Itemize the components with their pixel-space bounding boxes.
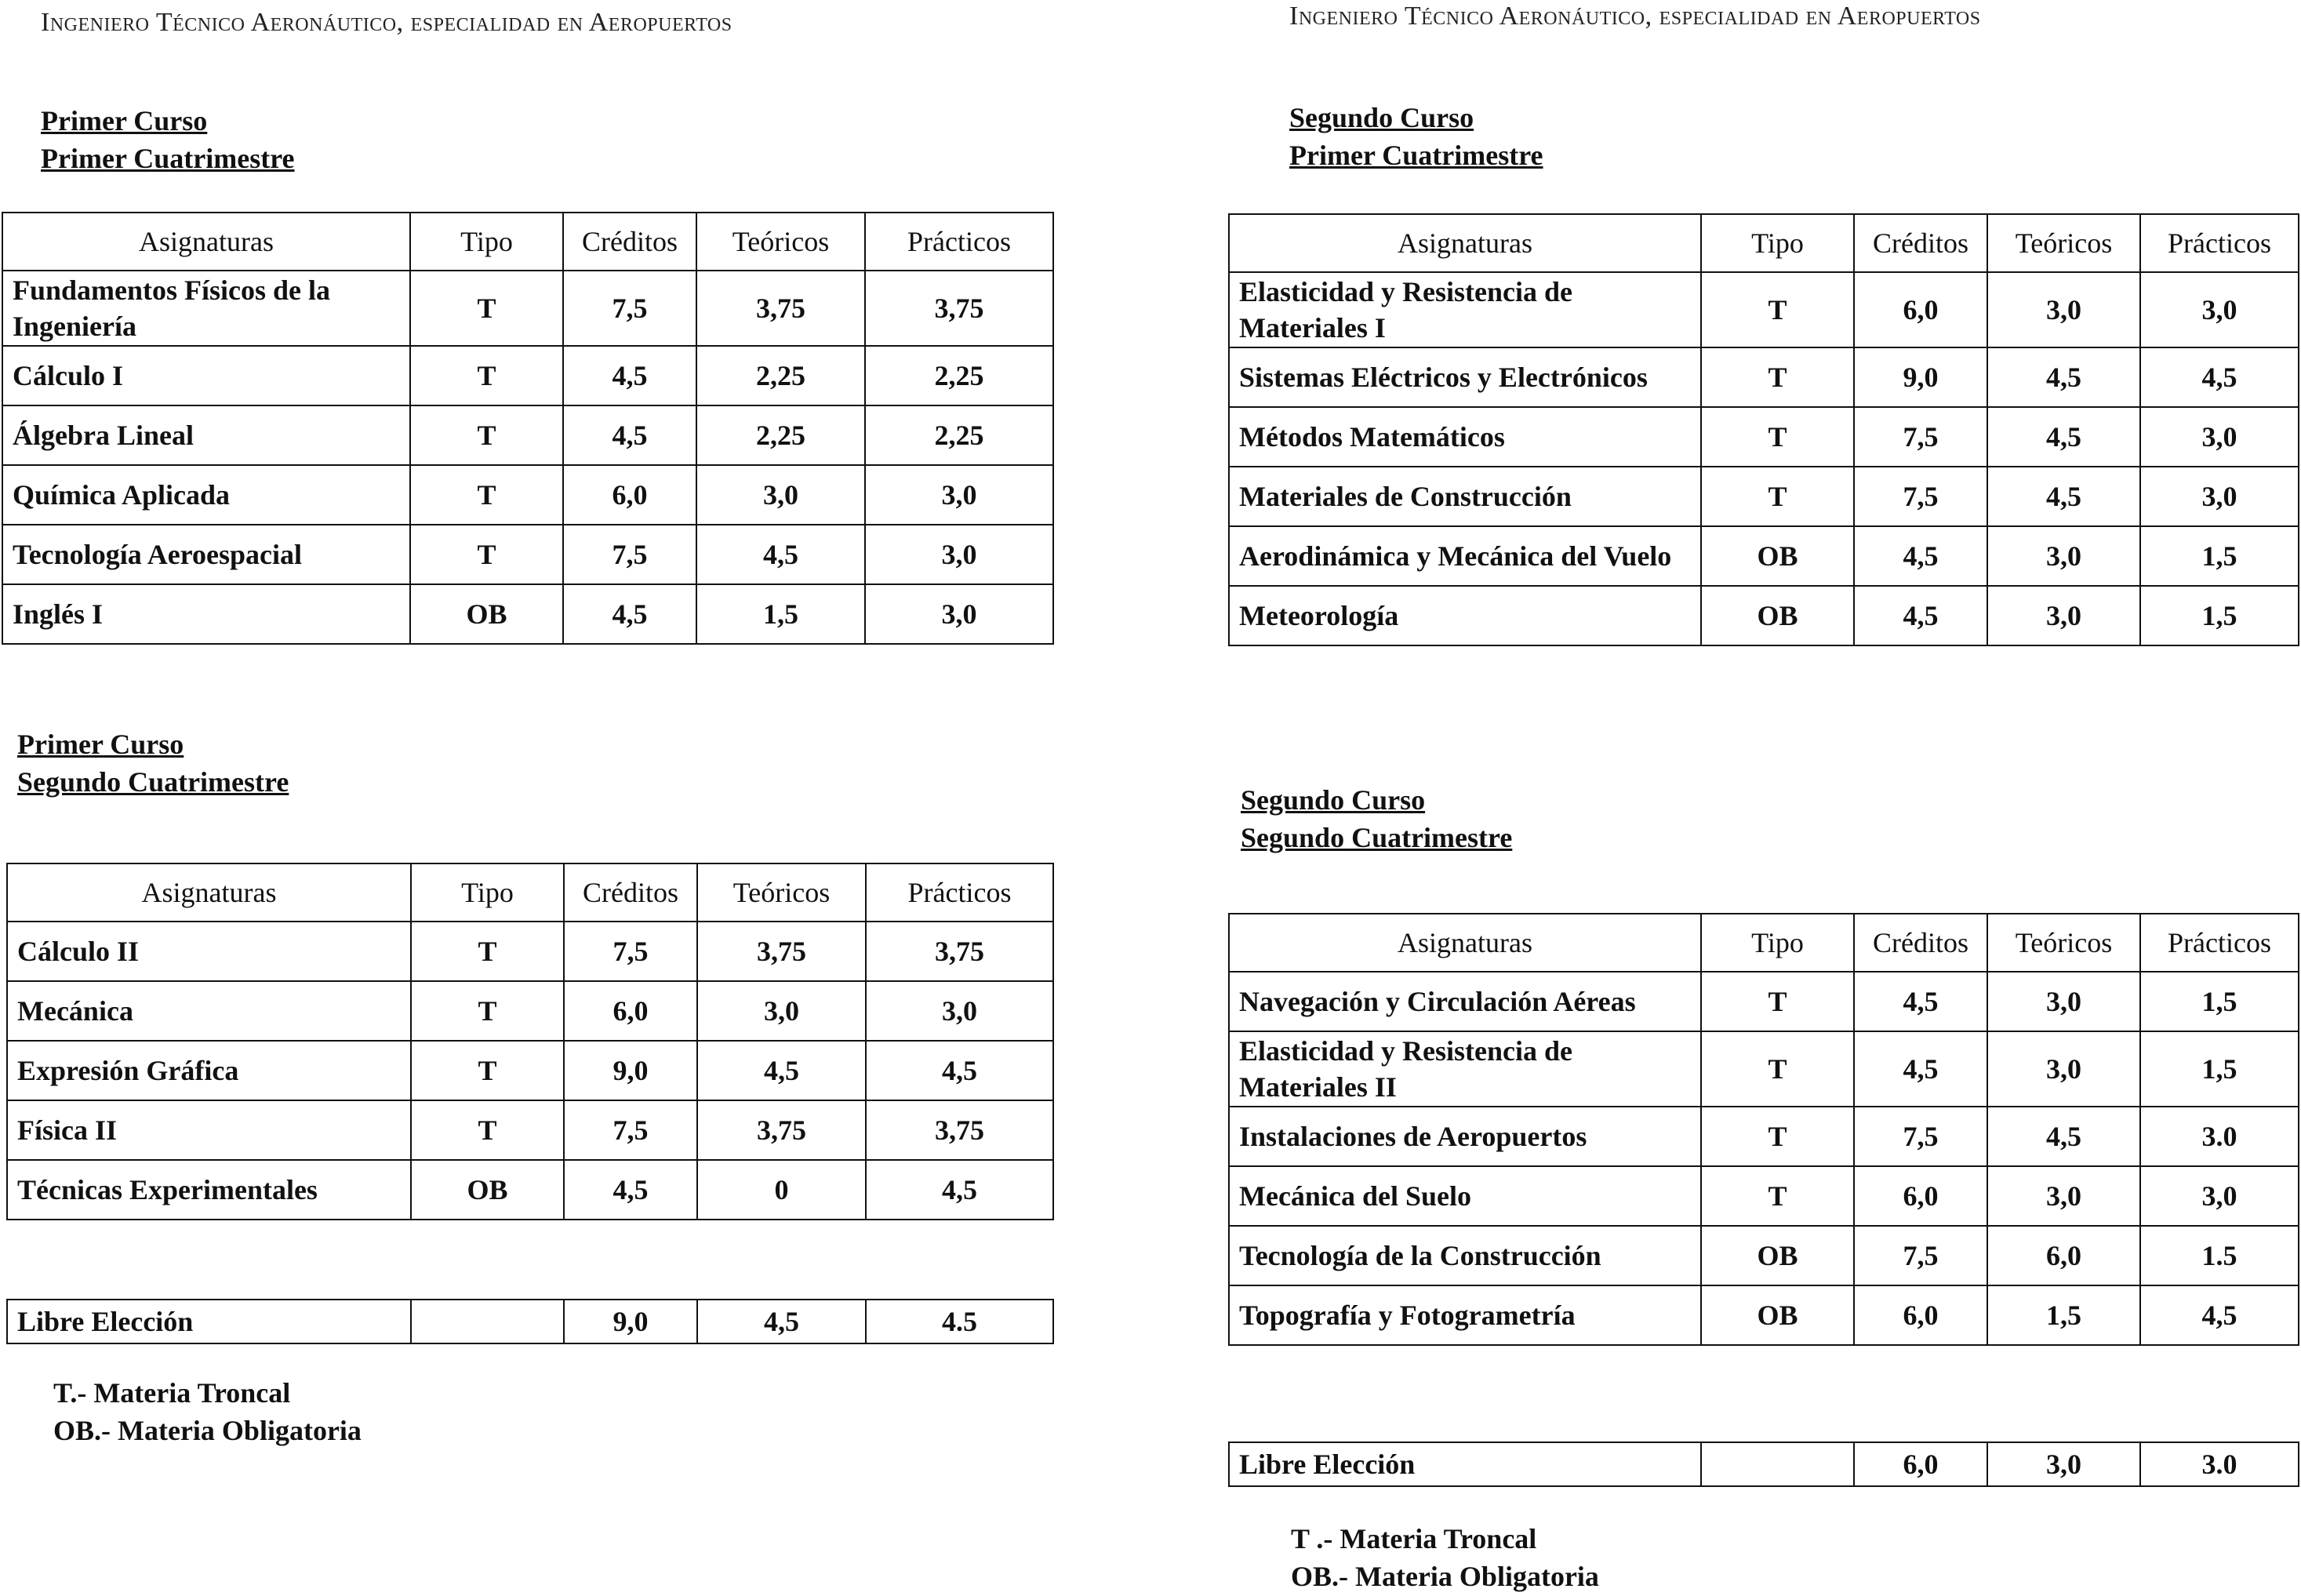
cell-subject: Mecánica — [7, 981, 411, 1041]
cell-credits: 4,5 — [563, 584, 696, 644]
column-header-practice: Prácticos — [866, 863, 1053, 922]
table-row — [1229, 972, 2299, 1031]
cell-credits: 7,5 — [564, 922, 697, 981]
cell-subject: Topografía y Fotogrametría — [1229, 1285, 1701, 1345]
column-header-theory: Teóricos — [697, 863, 866, 922]
cell-subject: Navegación y Circulación Aéreas — [1229, 972, 1701, 1031]
subjects-table-left-sem1 — [2, 212, 1054, 645]
cell-subject: Expresión Gráfica — [7, 1041, 411, 1100]
cell-practice: 4,5 — [2140, 1285, 2299, 1345]
cell-type: T — [410, 465, 563, 525]
table-row — [2, 271, 1053, 346]
table-row — [7, 1041, 1053, 1100]
cell-subject: Instalaciones de Aeropuertos — [1229, 1107, 1701, 1166]
cell-practice: 3,75 — [866, 922, 1053, 981]
cell-type: T — [410, 346, 563, 405]
column-header-type: Tipo — [410, 213, 563, 271]
table-row — [1229, 1107, 2299, 1166]
subjects-table-left-sem2 — [6, 863, 1054, 1220]
cell-type: T — [1701, 407, 1854, 467]
cell-credits: 4,5 — [563, 405, 696, 465]
cell-practice: 3.0 — [2140, 1107, 2299, 1166]
cell-theory: 2,25 — [696, 346, 865, 405]
cell-practice: 1,5 — [2140, 972, 2299, 1031]
cell-credits: 6,0 — [563, 465, 696, 525]
column-header-theory: Teóricos — [1987, 914, 2140, 972]
legend-item-obligatoria: OB.- Materia Obligatoria — [53, 1415, 362, 1446]
cell-credits: 4,5 — [1854, 526, 1987, 586]
cell-credits: 6,0 — [1854, 1166, 1987, 1226]
table-row — [7, 922, 1053, 981]
cell-type: OB — [410, 584, 563, 644]
cell-theory: 3,0 — [1987, 1442, 2140, 1486]
cell-theory: 0 — [697, 1160, 866, 1220]
course-label: Primer Curso — [41, 105, 208, 136]
cell-theory: 4,5 — [697, 1300, 866, 1343]
table-row — [1229, 407, 2299, 467]
column-header-subject: Asignaturas — [1229, 914, 1701, 972]
table-row — [1229, 526, 2299, 586]
table-row — [1229, 272, 2299, 347]
cell-practice: 3,0 — [2140, 407, 2299, 467]
section-heading-left-sem2 — [17, 725, 289, 801]
cell-credits: 4,5 — [1854, 972, 1987, 1031]
cell-subject: Libre Elección — [7, 1300, 411, 1343]
cell-practice: 3,0 — [865, 525, 1053, 584]
cell-credits: 7,5 — [1854, 1226, 1987, 1285]
column-header-theory: Teóricos — [696, 213, 865, 271]
cell-type: T — [411, 1041, 564, 1100]
cell-credits: 7,5 — [1854, 1107, 1987, 1166]
cell-credits: 6,0 — [1854, 1285, 1987, 1345]
libre-eleccion-table-left — [6, 1299, 1054, 1344]
cell-subject: Fundamentos Físicos de la Ingeniería — [2, 271, 410, 346]
cell-credits: 7,5 — [563, 525, 696, 584]
cell-type: T — [411, 1100, 564, 1160]
cell-subject: Álgebra Lineal — [2, 405, 410, 465]
cell-subject: Aerodinámica y Mecánica del Vuelo — [1229, 526, 1701, 586]
cell-type: T — [410, 405, 563, 465]
cell-type: T — [1701, 1166, 1854, 1226]
section-heading-right-sem2 — [1241, 781, 1512, 856]
legend-item-troncal: T .- Materia Troncal — [1291, 1523, 1537, 1554]
course-label: Segundo Curso — [1241, 784, 1426, 816]
semester-label: Primer Cuatrimestre — [1289, 140, 1543, 171]
column-header-credits: Créditos — [564, 863, 697, 922]
subjects-table-right-sem1 — [1228, 213, 2299, 646]
cell-theory: 3,75 — [697, 922, 866, 981]
cell-subject: Libre Elección — [1229, 1442, 1701, 1486]
course-label: Segundo Curso — [1289, 102, 1474, 133]
cell-subject: Elasticidad y Resistencia de Materiales I — [1229, 272, 1701, 347]
cell-theory: 3,0 — [1987, 272, 2140, 347]
cell-practice: 1,5 — [2140, 526, 2299, 586]
cell-type: OB — [1701, 526, 1854, 586]
cell-theory: 4,5 — [1987, 467, 2140, 526]
column-header-credits: Créditos — [1854, 914, 1987, 972]
cell-type: OB — [1701, 586, 1854, 645]
cell-subject: Mecánica del Suelo — [1229, 1166, 1701, 1226]
cell-type: OB — [1701, 1285, 1854, 1345]
cell-credits: 9,0 — [1854, 347, 1987, 407]
cell-subject: Química Aplicada — [2, 465, 410, 525]
cell-credits: 4,5 — [564, 1160, 697, 1220]
table-row — [7, 981, 1053, 1041]
cell-theory: 4,5 — [696, 525, 865, 584]
cell-theory: 3,0 — [696, 465, 865, 525]
table-row — [1229, 586, 2299, 645]
cell-type — [1701, 1442, 1854, 1486]
column-header-practice: Prácticos — [2140, 214, 2299, 272]
cell-type: T — [411, 981, 564, 1041]
column-header-practice: Prácticos — [2140, 914, 2299, 972]
cell-type: T — [1701, 1107, 1854, 1166]
cell-practice: 1,5 — [2140, 1031, 2299, 1107]
cell-practice: 2,25 — [865, 346, 1053, 405]
header-row — [2, 213, 1053, 271]
table-row — [2, 584, 1053, 644]
left-page — [0, 0, 1098, 1596]
cell-credits: 7,5 — [563, 271, 696, 346]
cell-credits: 6,0 — [564, 981, 697, 1041]
cell-credits: 9,0 — [564, 1041, 697, 1100]
cell-theory: 3,0 — [697, 981, 866, 1041]
cell-practice: 3,0 — [866, 981, 1053, 1041]
cell-theory: 3,75 — [696, 271, 865, 346]
cell-theory: 4,5 — [1987, 1107, 2140, 1166]
cell-type: T — [1701, 467, 1854, 526]
cell-practice: 4,5 — [866, 1160, 1053, 1220]
cell-practice: 2,25 — [865, 405, 1053, 465]
cell-subject: Meteorología — [1229, 586, 1701, 645]
semester-label: Segundo Cuatrimestre — [17, 766, 289, 798]
cell-subject: Sistemas Eléctricos y Electrónicos — [1229, 347, 1701, 407]
libre-eleccion-row — [1229, 1442, 2299, 1486]
cell-subject: Métodos Matemáticos — [1229, 407, 1701, 467]
cell-theory: 3,0 — [1987, 972, 2140, 1031]
table-row — [2, 525, 1053, 584]
cell-theory: 4,5 — [1987, 407, 2140, 467]
cell-theory: 3,0 — [1987, 526, 2140, 586]
table-row — [1229, 1226, 2299, 1285]
cell-theory: 4,5 — [1987, 347, 2140, 407]
table-row — [1229, 1285, 2299, 1345]
document-title: Ingeniero Técnico Aeronáutico, especialidad en Aeropuertos — [41, 8, 732, 37]
cell-theory: 3,75 — [697, 1100, 866, 1160]
column-header-type: Tipo — [1701, 914, 1854, 972]
cell-credits: 6,0 — [1854, 1442, 1987, 1486]
table-row — [1229, 467, 2299, 526]
column-header-subject: Asignaturas — [1229, 214, 1701, 272]
legend-right — [1291, 1520, 1599, 1595]
cell-credits: 7,5 — [564, 1100, 697, 1160]
cell-subject: Técnicas Experimentales — [7, 1160, 411, 1220]
cell-theory: 4,5 — [697, 1041, 866, 1100]
cell-theory: 1,5 — [1987, 1285, 2140, 1345]
table-row — [1229, 1031, 2299, 1107]
cell-subject: Cálculo II — [7, 922, 411, 981]
cell-practice: 3,0 — [2140, 467, 2299, 526]
table-row — [1229, 347, 2299, 407]
cell-practice: 3,0 — [2140, 272, 2299, 347]
cell-theory: 2,25 — [696, 405, 865, 465]
table-row — [7, 1100, 1053, 1160]
column-header-theory: Teóricos — [1987, 214, 2140, 272]
table-row — [2, 346, 1053, 405]
table-row — [2, 405, 1053, 465]
cell-theory: 6,0 — [1987, 1226, 2140, 1285]
cell-type: T — [410, 525, 563, 584]
cell-credits: 4,5 — [1854, 586, 1987, 645]
cell-practice: 3,75 — [866, 1100, 1053, 1160]
cell-practice: 4,5 — [866, 1041, 1053, 1100]
cell-subject: Cálculo I — [2, 346, 410, 405]
cell-theory: 3,0 — [1987, 586, 2140, 645]
cell-credits: 7,5 — [1854, 407, 1987, 467]
header-row — [1229, 214, 2299, 272]
column-header-credits: Créditos — [563, 213, 696, 271]
cell-practice: 3,0 — [2140, 1166, 2299, 1226]
cell-practice: 4.5 — [866, 1300, 1053, 1343]
section-heading-right-sem1 — [1289, 99, 1543, 174]
cell-practice: 3,0 — [865, 465, 1053, 525]
semester-label: Segundo Cuatrimestre — [1241, 822, 1513, 853]
cell-credits: 4,5 — [1854, 1031, 1987, 1107]
column-header-type: Tipo — [1701, 214, 1854, 272]
cell-credits: 7,5 — [1854, 467, 1987, 526]
cell-theory: 3,0 — [1987, 1166, 2140, 1226]
table-row — [2, 465, 1053, 525]
course-label: Primer Curso — [17, 729, 184, 760]
right-page — [1223, 0, 2301, 1596]
cell-subject: Inglés I — [2, 584, 410, 644]
table-row — [7, 1160, 1053, 1220]
cell-type: T — [1701, 272, 1854, 347]
cell-theory: 1,5 — [696, 584, 865, 644]
cell-practice: 1,5 — [2140, 586, 2299, 645]
column-header-type: Tipo — [411, 863, 564, 922]
cell-type — [411, 1300, 564, 1343]
document-title: Ingeniero Técnico Aeronáutico, especialidad en Aeropuertos — [1289, 2, 1981, 31]
cell-subject: Tecnología Aeroespacial — [2, 525, 410, 584]
column-header-subject: Asignaturas — [2, 213, 410, 271]
header-row — [1229, 914, 2299, 972]
cell-subject: Tecnología de la Construcción — [1229, 1226, 1701, 1285]
section-heading-left-sem1 — [41, 102, 295, 177]
legend-item-obligatoria: OB.- Materia Obligatoria — [1291, 1561, 1599, 1592]
cell-subject: Física II — [7, 1100, 411, 1160]
cell-type: T — [410, 271, 563, 346]
cell-type: OB — [1701, 1226, 1854, 1285]
cell-type: T — [1701, 347, 1854, 407]
cell-type: T — [1701, 972, 1854, 1031]
cell-practice: 3,0 — [865, 584, 1053, 644]
cell-practice: 3.0 — [2140, 1442, 2299, 1486]
column-header-practice: Prácticos — [865, 213, 1053, 271]
cell-subject: Elasticidad y Resistencia de Materiales II — [1229, 1031, 1701, 1107]
cell-credits: 9,0 — [564, 1300, 697, 1343]
libre-eleccion-row — [7, 1300, 1053, 1343]
header-row — [7, 863, 1053, 922]
column-header-credits: Créditos — [1854, 214, 1987, 272]
legend-item-troncal: T.- Materia Troncal — [53, 1377, 291, 1409]
cell-credits: 6,0 — [1854, 272, 1987, 347]
cell-type: T — [1701, 1031, 1854, 1107]
cell-practice: 4,5 — [2140, 347, 2299, 407]
cell-credits: 4,5 — [563, 346, 696, 405]
cell-type: OB — [411, 1160, 564, 1220]
subjects-table-right-sem2 — [1228, 913, 2299, 1346]
legend-left — [53, 1374, 362, 1449]
column-header-subject: Asignaturas — [7, 863, 411, 922]
cell-theory: 3,0 — [1987, 1031, 2140, 1107]
cell-subject: Materiales de Construcción — [1229, 467, 1701, 526]
cell-type: T — [411, 922, 564, 981]
cell-practice: 1.5 — [2140, 1226, 2299, 1285]
cell-practice: 3,75 — [865, 271, 1053, 346]
semester-label: Primer Cuatrimestre — [41, 143, 295, 174]
table-row — [1229, 1166, 2299, 1226]
libre-eleccion-table-right — [1228, 1441, 2299, 1487]
